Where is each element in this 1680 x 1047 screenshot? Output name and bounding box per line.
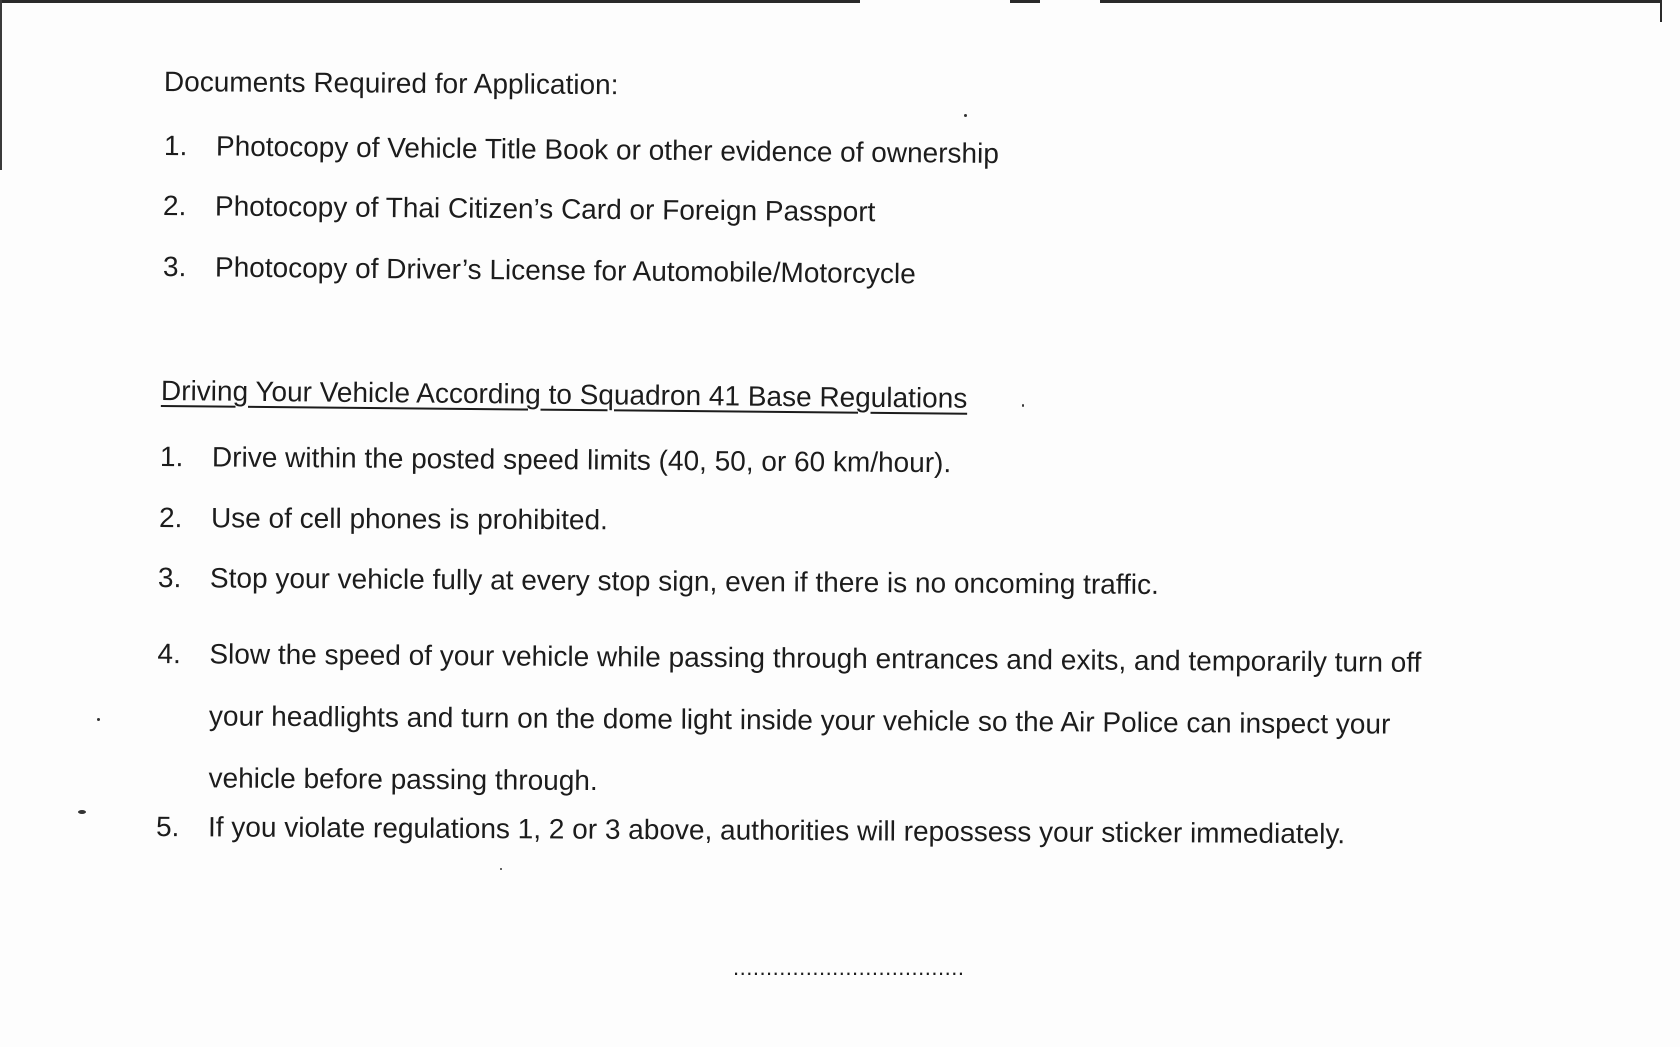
scan-speck (1022, 404, 1024, 407)
item-number: 2. (162, 190, 187, 222)
documents-heading: Documents Required for Application: (163, 66, 619, 101)
scan-speck (964, 114, 967, 117)
scan-border-top (0, 0, 1660, 3)
scan-speck (78, 810, 86, 814)
item-text: Stop your vehicle fully at every stop sign, even if there is no oncoming traffic. (209, 562, 1159, 600)
regulation-item-5 (156, 811, 1345, 850)
scan-border-gap (1040, 0, 1100, 3)
item-text: Drive within the posted speed limits (40, 50, or 60 km/hour). (211, 441, 952, 479)
regulation-item-4 (156, 623, 1421, 818)
signature-line: ................................... (733, 955, 965, 980)
item-number: 3. (162, 251, 187, 283)
scan-border-gap (860, 0, 1010, 3)
item-text: Use of cell phones is prohibited. (210, 502, 608, 536)
document-item-3 (163, 251, 916, 290)
regulation-item-2 (159, 502, 608, 536)
item-text: Slow the speed of your vehicle while passing through entrances and exits, and temporarily turn off (209, 638, 1422, 678)
item-number: 1. (159, 441, 184, 473)
document-item-2 (163, 190, 876, 228)
item-number: 5. (155, 811, 180, 843)
item-text: Photocopy of Thai Citizen’s Card or Foreign Passport (214, 190, 876, 228)
regulation-item-3 (158, 562, 1159, 601)
item-number: 1. (163, 130, 188, 162)
scan-border-left (0, 0, 2, 170)
item-number: 4. (157, 638, 181, 670)
regulation-item-1 (160, 441, 951, 479)
scan-speck (500, 868, 502, 870)
scan-speck (97, 718, 100, 721)
document-item-1 (164, 130, 999, 170)
item-number: 3. (157, 562, 182, 594)
item-text: If you violate regulations 1, 2 or 3 above, authorities will repossess your sticker immediately. (207, 811, 1346, 850)
regulations-title: Driving Your Vehicle According to Squadron 41 Base Regulations (160, 375, 968, 414)
item-text-continued: vehicle before passing through. (208, 762, 598, 797)
item-text: Photocopy of Vehicle Title Book or other evidence of ownership (215, 130, 1000, 170)
item-text-continued: your headlights and turn on the dome light inside your vehicle so the Air Police can inspect your (208, 700, 1391, 740)
item-text: Photocopy of Driver’s License for Automobile/Motorcycle (214, 251, 916, 290)
scan-border-right (1660, 0, 1662, 22)
item-number: 2. (158, 502, 183, 534)
